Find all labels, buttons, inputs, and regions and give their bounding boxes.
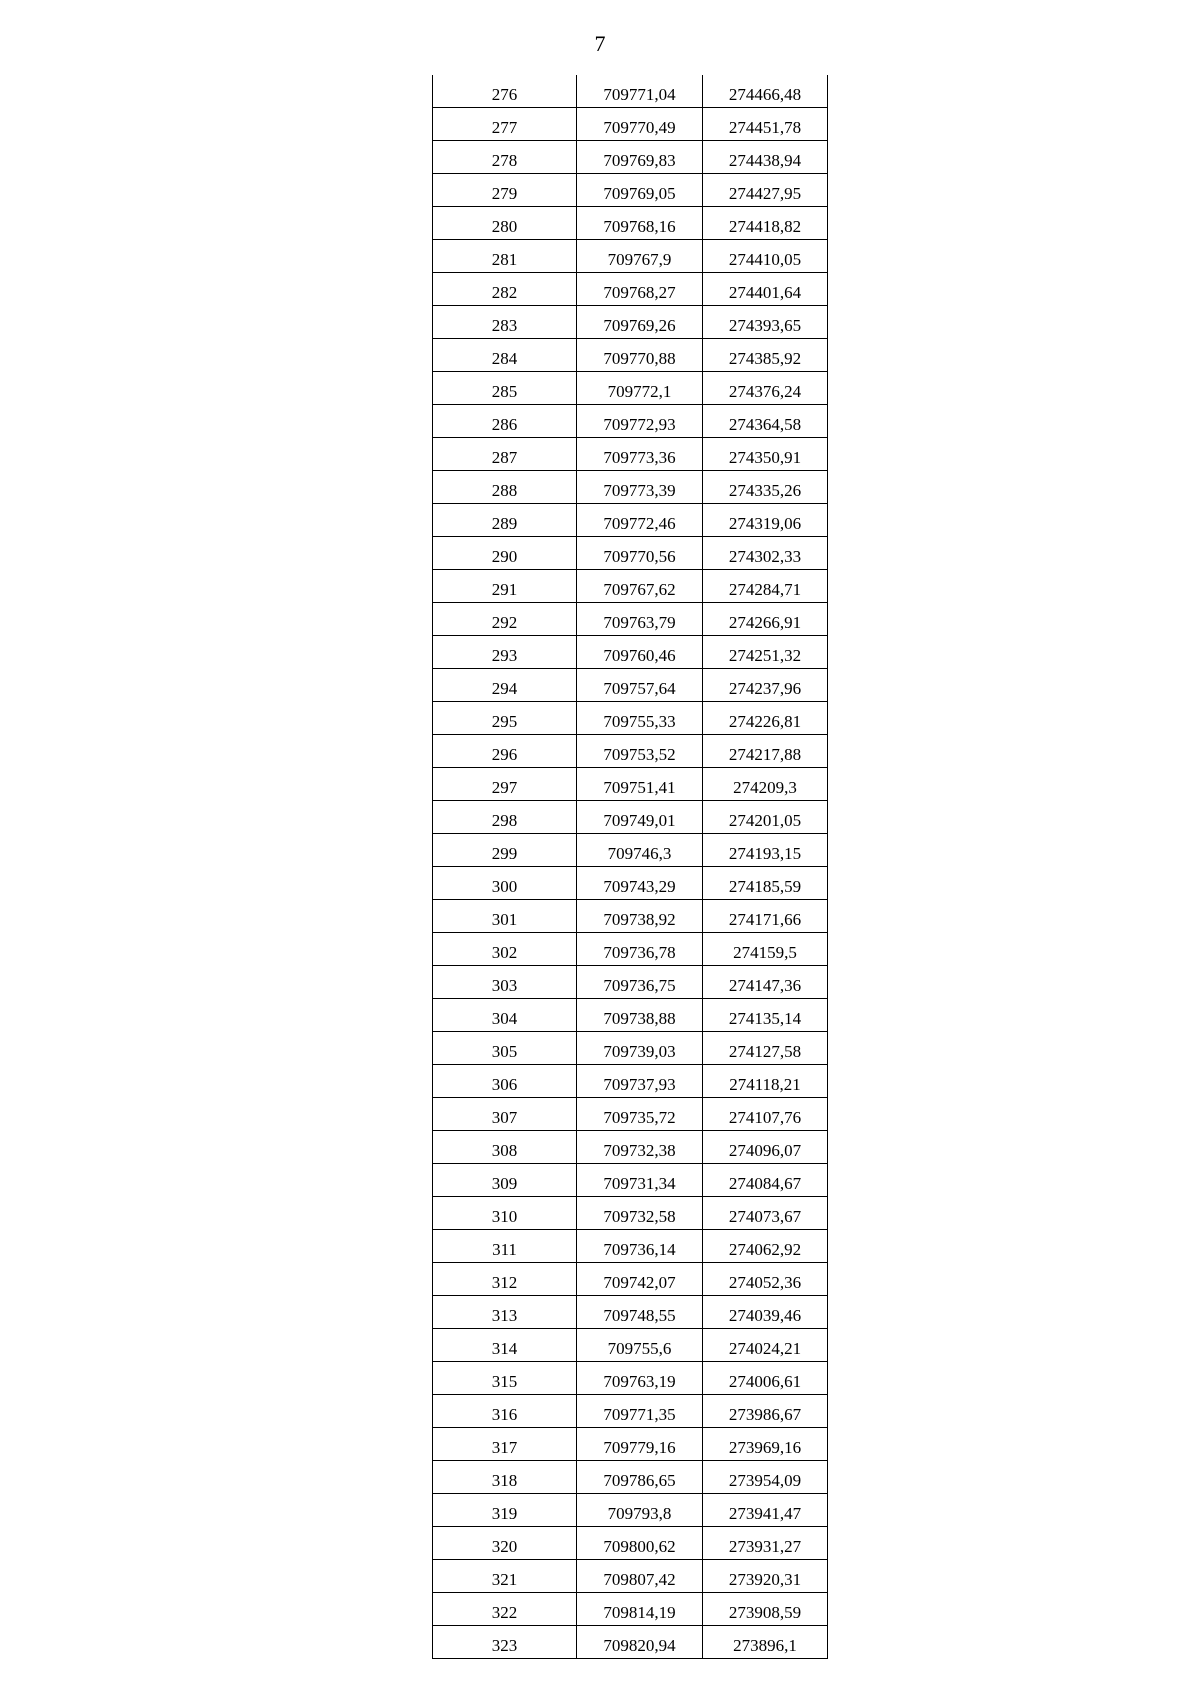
point-number-cell: 288	[433, 471, 577, 504]
x-coordinate-cell: 709773,39	[577, 471, 703, 504]
table-row	[433, 1197, 828, 1230]
x-coordinate-cell: 709763,79	[577, 603, 703, 636]
x-coordinate-cell: 709732,38	[577, 1131, 703, 1164]
table-row	[433, 768, 828, 801]
table-row	[433, 1362, 828, 1395]
table-row	[433, 1164, 828, 1197]
y-coordinate-cell: 274193,15	[703, 834, 828, 867]
table-row	[433, 900, 828, 933]
x-coordinate-cell: 709768,27	[577, 273, 703, 306]
point-number-cell: 313	[433, 1296, 577, 1329]
x-coordinate-cell: 709736,75	[577, 966, 703, 999]
x-coordinate-cell: 709736,14	[577, 1230, 703, 1263]
point-number-cell: 283	[433, 306, 577, 339]
y-coordinate-cell: 273941,47	[703, 1494, 828, 1527]
table-row	[433, 1461, 828, 1494]
coordinates-table-body	[433, 75, 828, 1659]
point-number-cell: 280	[433, 207, 577, 240]
y-coordinate-cell: 273969,16	[703, 1428, 828, 1461]
point-number-cell: 304	[433, 999, 577, 1032]
table-row	[433, 240, 828, 273]
x-coordinate-cell: 709800,62	[577, 1527, 703, 1560]
point-number-cell: 300	[433, 867, 577, 900]
x-coordinate-cell: 709732,58	[577, 1197, 703, 1230]
point-number-cell: 305	[433, 1032, 577, 1065]
point-number-cell: 294	[433, 669, 577, 702]
y-coordinate-cell: 274410,05	[703, 240, 828, 273]
x-coordinate-cell: 709748,55	[577, 1296, 703, 1329]
point-number-cell: 303	[433, 966, 577, 999]
y-coordinate-cell: 274466,48	[703, 75, 828, 108]
y-coordinate-cell: 274438,94	[703, 141, 828, 174]
point-number-cell: 278	[433, 141, 577, 174]
y-coordinate-cell: 274376,24	[703, 372, 828, 405]
table-row	[433, 603, 828, 636]
y-coordinate-cell: 274226,81	[703, 702, 828, 735]
y-coordinate-cell: 274107,76	[703, 1098, 828, 1131]
table-row	[433, 1098, 828, 1131]
table-row	[433, 306, 828, 339]
x-coordinate-cell: 709772,93	[577, 405, 703, 438]
y-coordinate-cell: 274135,14	[703, 999, 828, 1032]
x-coordinate-cell: 709769,83	[577, 141, 703, 174]
point-number-cell: 321	[433, 1560, 577, 1593]
point-number-cell: 311	[433, 1230, 577, 1263]
x-coordinate-cell: 709772,46	[577, 504, 703, 537]
point-number-cell: 279	[433, 174, 577, 207]
point-number-cell: 316	[433, 1395, 577, 1428]
x-coordinate-cell: 709738,88	[577, 999, 703, 1032]
y-coordinate-cell: 273896,1	[703, 1626, 828, 1659]
x-coordinate-cell: 709751,41	[577, 768, 703, 801]
x-coordinate-cell: 709737,93	[577, 1065, 703, 1098]
x-coordinate-cell: 709770,49	[577, 108, 703, 141]
table-row	[433, 1329, 828, 1362]
x-coordinate-cell: 709786,65	[577, 1461, 703, 1494]
x-coordinate-cell: 709772,1	[577, 372, 703, 405]
y-coordinate-cell: 274024,21	[703, 1329, 828, 1362]
x-coordinate-cell: 709767,62	[577, 570, 703, 603]
table-row	[433, 735, 828, 768]
y-coordinate-cell: 274350,91	[703, 438, 828, 471]
x-coordinate-cell: 709731,34	[577, 1164, 703, 1197]
table-row	[433, 1428, 828, 1461]
x-coordinate-cell: 709763,19	[577, 1362, 703, 1395]
y-coordinate-cell: 274251,32	[703, 636, 828, 669]
table-row	[433, 636, 828, 669]
y-coordinate-cell: 274302,33	[703, 537, 828, 570]
table-row	[433, 867, 828, 900]
table-row	[433, 702, 828, 735]
x-coordinate-cell: 709768,16	[577, 207, 703, 240]
x-coordinate-cell: 709769,05	[577, 174, 703, 207]
point-number-cell: 317	[433, 1428, 577, 1461]
point-number-cell: 289	[433, 504, 577, 537]
y-coordinate-cell: 274039,46	[703, 1296, 828, 1329]
point-number-cell: 293	[433, 636, 577, 669]
table-row	[433, 405, 828, 438]
y-coordinate-cell: 274418,82	[703, 207, 828, 240]
y-coordinate-cell: 274237,96	[703, 669, 828, 702]
point-number-cell: 297	[433, 768, 577, 801]
y-coordinate-cell: 274335,26	[703, 471, 828, 504]
table-row	[433, 1527, 828, 1560]
coordinates-table	[432, 75, 828, 1659]
x-coordinate-cell: 709760,46	[577, 636, 703, 669]
point-number-cell: 318	[433, 1461, 577, 1494]
page-number: 7	[594, 31, 606, 56]
y-coordinate-cell: 274185,59	[703, 867, 828, 900]
table-row	[433, 1494, 828, 1527]
table-row	[433, 1065, 828, 1098]
point-number-cell: 296	[433, 735, 577, 768]
table-row	[433, 504, 828, 537]
x-coordinate-cell: 709753,52	[577, 735, 703, 768]
point-number-cell: 286	[433, 405, 577, 438]
y-coordinate-cell: 274319,06	[703, 504, 828, 537]
point-number-cell: 323	[433, 1626, 577, 1659]
point-number-cell: 308	[433, 1131, 577, 1164]
point-number-cell: 322	[433, 1593, 577, 1626]
y-coordinate-cell: 274209,3	[703, 768, 828, 801]
x-coordinate-cell: 709743,29	[577, 867, 703, 900]
point-number-cell: 309	[433, 1164, 577, 1197]
point-number-cell: 314	[433, 1329, 577, 1362]
table-row	[433, 537, 828, 570]
table-row	[433, 339, 828, 372]
table-row	[433, 1032, 828, 1065]
x-coordinate-cell: 709793,8	[577, 1494, 703, 1527]
x-coordinate-cell: 709755,33	[577, 702, 703, 735]
x-coordinate-cell: 709746,3	[577, 834, 703, 867]
x-coordinate-cell: 709771,04	[577, 75, 703, 108]
table-row	[433, 1593, 828, 1626]
y-coordinate-cell: 274364,58	[703, 405, 828, 438]
point-number-cell: 307	[433, 1098, 577, 1131]
y-coordinate-cell: 274393,65	[703, 306, 828, 339]
y-coordinate-cell: 274084,67	[703, 1164, 828, 1197]
x-coordinate-cell: 709770,56	[577, 537, 703, 570]
point-number-cell: 298	[433, 801, 577, 834]
y-coordinate-cell: 274217,88	[703, 735, 828, 768]
x-coordinate-cell: 709742,07	[577, 1263, 703, 1296]
table-row	[433, 1626, 828, 1659]
table-row	[433, 1296, 828, 1329]
point-number-cell: 310	[433, 1197, 577, 1230]
x-coordinate-cell: 709773,36	[577, 438, 703, 471]
point-number-cell: 320	[433, 1527, 577, 1560]
y-coordinate-cell: 274127,58	[703, 1032, 828, 1065]
x-coordinate-cell: 709739,03	[577, 1032, 703, 1065]
point-number-cell: 285	[433, 372, 577, 405]
table-row	[433, 834, 828, 867]
table-row	[433, 1131, 828, 1164]
point-number-cell: 282	[433, 273, 577, 306]
table-row	[433, 438, 828, 471]
y-coordinate-cell: 274159,5	[703, 933, 828, 966]
table-row	[433, 801, 828, 834]
y-coordinate-cell: 274451,78	[703, 108, 828, 141]
point-number-cell: 292	[433, 603, 577, 636]
table-row	[433, 669, 828, 702]
y-coordinate-cell: 273986,67	[703, 1395, 828, 1428]
point-number-cell: 302	[433, 933, 577, 966]
table-row	[433, 933, 828, 966]
y-coordinate-cell: 274006,61	[703, 1362, 828, 1395]
table-row	[433, 75, 828, 108]
x-coordinate-cell: 709738,92	[577, 900, 703, 933]
table-row	[433, 174, 828, 207]
point-number-cell: 312	[433, 1263, 577, 1296]
table-row	[433, 570, 828, 603]
y-coordinate-cell: 274171,66	[703, 900, 828, 933]
y-coordinate-cell: 274266,91	[703, 603, 828, 636]
y-coordinate-cell: 274401,64	[703, 273, 828, 306]
point-number-cell: 276	[433, 75, 577, 108]
y-coordinate-cell: 274427,95	[703, 174, 828, 207]
x-coordinate-cell: 709749,01	[577, 801, 703, 834]
x-coordinate-cell: 709755,6	[577, 1329, 703, 1362]
x-coordinate-cell: 709820,94	[577, 1626, 703, 1659]
x-coordinate-cell: 709767,9	[577, 240, 703, 273]
table-row	[433, 999, 828, 1032]
x-coordinate-cell: 709769,26	[577, 306, 703, 339]
table-row	[433, 141, 828, 174]
table-row	[433, 273, 828, 306]
point-number-cell: 287	[433, 438, 577, 471]
table-row	[433, 471, 828, 504]
table-row	[433, 207, 828, 240]
y-coordinate-cell: 274147,36	[703, 966, 828, 999]
x-coordinate-cell: 709814,19	[577, 1593, 703, 1626]
y-coordinate-cell: 274073,67	[703, 1197, 828, 1230]
y-coordinate-cell: 274096,07	[703, 1131, 828, 1164]
table-row	[433, 1395, 828, 1428]
table-row	[433, 1263, 828, 1296]
x-coordinate-cell: 709779,16	[577, 1428, 703, 1461]
y-coordinate-cell: 274385,92	[703, 339, 828, 372]
point-number-cell: 306	[433, 1065, 577, 1098]
x-coordinate-cell: 709807,42	[577, 1560, 703, 1593]
point-number-cell: 319	[433, 1494, 577, 1527]
table-row	[433, 1230, 828, 1263]
y-coordinate-cell: 273920,31	[703, 1560, 828, 1593]
x-coordinate-cell: 709735,72	[577, 1098, 703, 1131]
y-coordinate-cell: 274052,36	[703, 1263, 828, 1296]
y-coordinate-cell: 274062,92	[703, 1230, 828, 1263]
point-number-cell: 315	[433, 1362, 577, 1395]
y-coordinate-cell: 274118,21	[703, 1065, 828, 1098]
point-number-cell: 301	[433, 900, 577, 933]
table-row	[433, 966, 828, 999]
point-number-cell: 299	[433, 834, 577, 867]
x-coordinate-cell: 709771,35	[577, 1395, 703, 1428]
x-coordinate-cell: 709757,64	[577, 669, 703, 702]
point-number-cell: 291	[433, 570, 577, 603]
y-coordinate-cell: 273931,27	[703, 1527, 828, 1560]
table-row	[433, 108, 828, 141]
point-number-cell: 281	[433, 240, 577, 273]
y-coordinate-cell: 273954,09	[703, 1461, 828, 1494]
x-coordinate-cell: 709770,88	[577, 339, 703, 372]
table-row	[433, 1560, 828, 1593]
point-number-cell: 277	[433, 108, 577, 141]
table-row	[433, 372, 828, 405]
y-coordinate-cell: 274284,71	[703, 570, 828, 603]
point-number-cell: 284	[433, 339, 577, 372]
point-number-cell: 290	[433, 537, 577, 570]
x-coordinate-cell: 709736,78	[577, 933, 703, 966]
y-coordinate-cell: 274201,05	[703, 801, 828, 834]
y-coordinate-cell: 273908,59	[703, 1593, 828, 1626]
point-number-cell: 295	[433, 702, 577, 735]
